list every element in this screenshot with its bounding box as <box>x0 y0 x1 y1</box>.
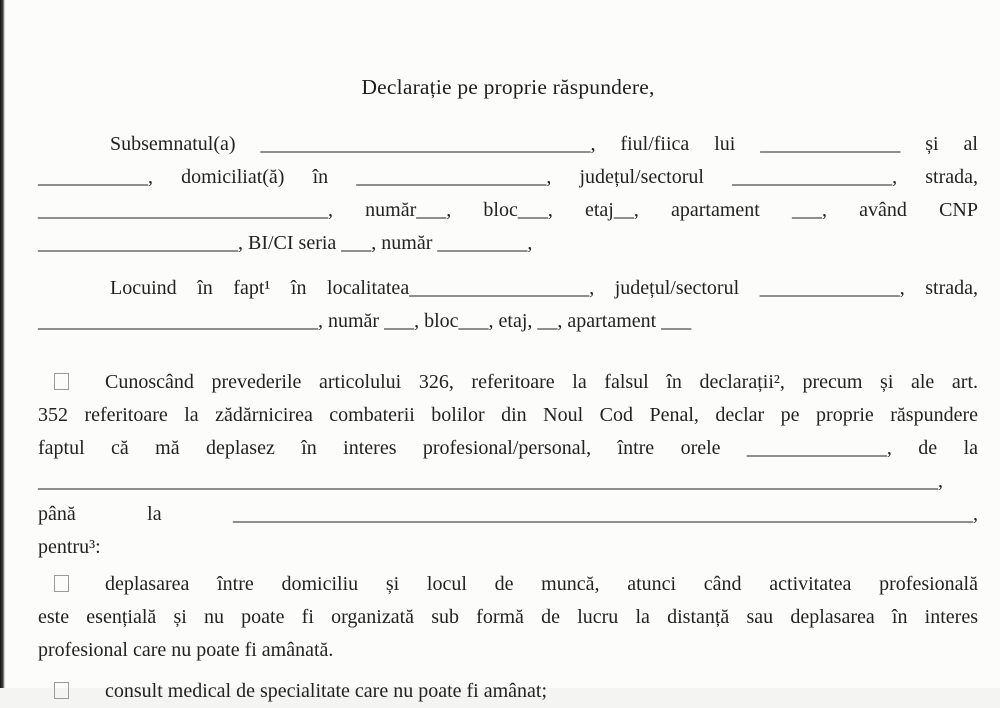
scan-edge-shadow <box>0 0 5 688</box>
text-line: este esențială și nu poate fi organizată sub formă de lucru la distanță sau deplasarea în interes <box>38 606 978 628</box>
text-line: _____________________________, număr___, bloc___, etaj__, apartament ___, având CNP <box>38 199 978 221</box>
text-line <box>38 568 978 601</box>
blank-fill-line: până la __________________________________________________________________________, <box>38 503 978 525</box>
text-line <box>38 675 978 708</box>
paragraph-deplasarea <box>38 568 978 667</box>
checkbox-icon[interactable] <box>54 575 69 592</box>
text-line: ____________________, BI/CI seria ___, număr _________, <box>38 232 533 254</box>
text-line: profesional care nu poate fi amânată. <box>38 639 334 661</box>
text-line: 352 referitoare la zădărnicirea combaterii bolilor din Noul Cod Penal, declar pe proprie răspundere <box>38 404 978 426</box>
text-segment: Cunoscând prevederile articolului 326, referitoare la falsul în declarații², precum și ale art. <box>105 371 978 393</box>
text-line: pentru³: <box>38 536 101 558</box>
text-segment: consult medical de specialitate care nu poate fi amânat; <box>105 680 548 702</box>
text-line: faptul că mă deplasez în interes profesional/personal, între orele ______________, de la <box>38 437 978 459</box>
paragraph-cunoscand <box>38 366 978 564</box>
text-segment: deplasarea între domiciliu și locul de muncă, atunci când activitatea profesională <box>105 573 978 595</box>
text-line: Locuind în fapt¹ în localitatea__________________, județul/sectorul ______________, strada, <box>110 277 978 299</box>
document-title: Declarație pe proprie răspundere, <box>361 75 655 99</box>
text-line: ____________________________, număr ___, bloc___, etaj, __, apartament ___ <box>38 310 692 332</box>
paragraph-locuind <box>38 272 978 338</box>
text-line: ___________, domiciliat(ă) în ___________________, județul/sectorul ________________, strada, <box>38 166 978 188</box>
text-line: Subsemnatul(a) _________________________________, fiul/fiica lui ______________ și al <box>110 133 978 155</box>
text-line <box>38 366 978 399</box>
checkbox-icon[interactable] <box>54 373 69 390</box>
blank-fill-line: __________________________________________________________________________________________, <box>38 470 943 492</box>
paragraph-subsemnatul <box>38 128 978 260</box>
paragraph-consult <box>38 675 978 708</box>
checkbox-icon[interactable] <box>54 682 69 699</box>
